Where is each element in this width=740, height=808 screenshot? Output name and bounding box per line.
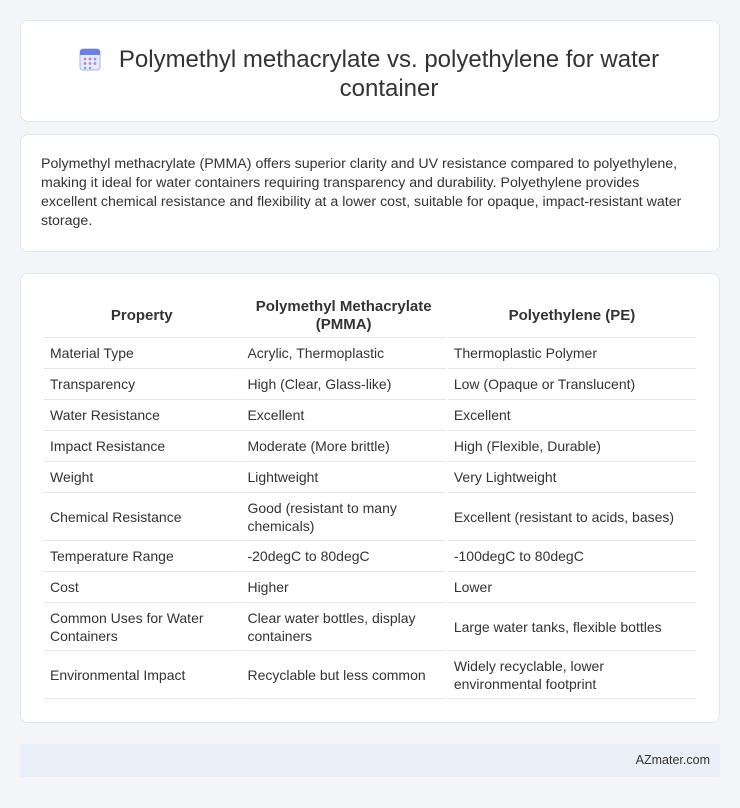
summary-card bbox=[20, 134, 720, 252]
cell-property: Material Type bbox=[44, 338, 239, 369]
footer-brand[interactable]: AZmater.com bbox=[635, 753, 710, 767]
header-property: Property bbox=[44, 294, 239, 338]
table-row bbox=[44, 369, 696, 400]
cell-property: Environmental Impact bbox=[44, 651, 239, 699]
table-header-row bbox=[44, 294, 696, 338]
cell-pmma: Good (resistant to many chemicals) bbox=[241, 493, 445, 541]
cell-property: Chemical Resistance bbox=[44, 493, 239, 541]
cell-pmma: Acrylic, Thermoplastic bbox=[241, 338, 445, 369]
cell-property: Temperature Range bbox=[44, 541, 239, 572]
cell-pe: -100degC to 80degC bbox=[448, 541, 696, 572]
cell-pe: Lower bbox=[448, 572, 696, 603]
cell-property: Water Resistance bbox=[44, 400, 239, 431]
cell-property: Common Uses for Water Containers bbox=[44, 603, 239, 651]
header-pe: Polyethylene (PE) bbox=[448, 294, 696, 338]
cell-pmma: Moderate (More brittle) bbox=[241, 431, 445, 462]
table-row bbox=[44, 493, 696, 541]
cell-pe: Thermoplastic Polymer bbox=[448, 338, 696, 369]
cell-property: Cost bbox=[44, 572, 239, 603]
header-pmma: Polymethyl Methacrylate (PMMA) bbox=[241, 294, 445, 338]
table-row bbox=[44, 431, 696, 462]
summary-text: Polymethyl methacrylate (PMMA) offers superior clarity and UV resistance compared to polyethylene, making it ideal for water containers requiring transparency and durability. Polyethylene provides excellent chemical resistance and flexibility at a lower cost, suitable for opaque, impact-resistant water storage. bbox=[41, 156, 682, 229]
table-row bbox=[44, 603, 696, 651]
cell-pe: Excellent (resistant to acids, bases) bbox=[448, 493, 696, 541]
cell-pe: Excellent bbox=[448, 400, 696, 431]
table-row bbox=[44, 338, 696, 369]
table-row bbox=[44, 400, 696, 431]
cell-pmma: Higher bbox=[241, 572, 445, 603]
cell-pmma: Recyclable but less common bbox=[241, 651, 445, 699]
cell-pe: Widely recyclable, lower environmental footprint bbox=[448, 651, 696, 699]
footer-bar bbox=[20, 744, 720, 777]
page-title: Polymethyl methacrylate vs. polyethylene for water container bbox=[118, 46, 660, 102]
cell-pe: Very Lightweight bbox=[448, 462, 696, 493]
table-row bbox=[44, 572, 696, 603]
comparison-card bbox=[20, 273, 720, 723]
cell-pmma: High (Clear, Glass-like) bbox=[241, 369, 445, 400]
table-row bbox=[44, 651, 696, 699]
cell-pmma: -20degC to 80degC bbox=[241, 541, 445, 572]
cell-pe: Large water tanks, flexible bottles bbox=[448, 603, 696, 651]
cell-property: Impact Resistance bbox=[44, 431, 239, 462]
title-card bbox=[20, 20, 720, 122]
cell-pe: High (Flexible, Durable) bbox=[448, 431, 696, 462]
cell-pmma: Excellent bbox=[241, 400, 445, 431]
cell-pe: Low (Opaque or Translucent) bbox=[448, 369, 696, 400]
cell-property: Transparency bbox=[44, 369, 239, 400]
comparison-table bbox=[42, 294, 698, 699]
cell-pmma: Clear water bottles, display containers bbox=[241, 603, 445, 651]
table-row bbox=[44, 462, 696, 493]
table-row bbox=[44, 541, 696, 572]
cell-property: Weight bbox=[44, 462, 239, 493]
cell-pmma: Lightweight bbox=[241, 462, 445, 493]
